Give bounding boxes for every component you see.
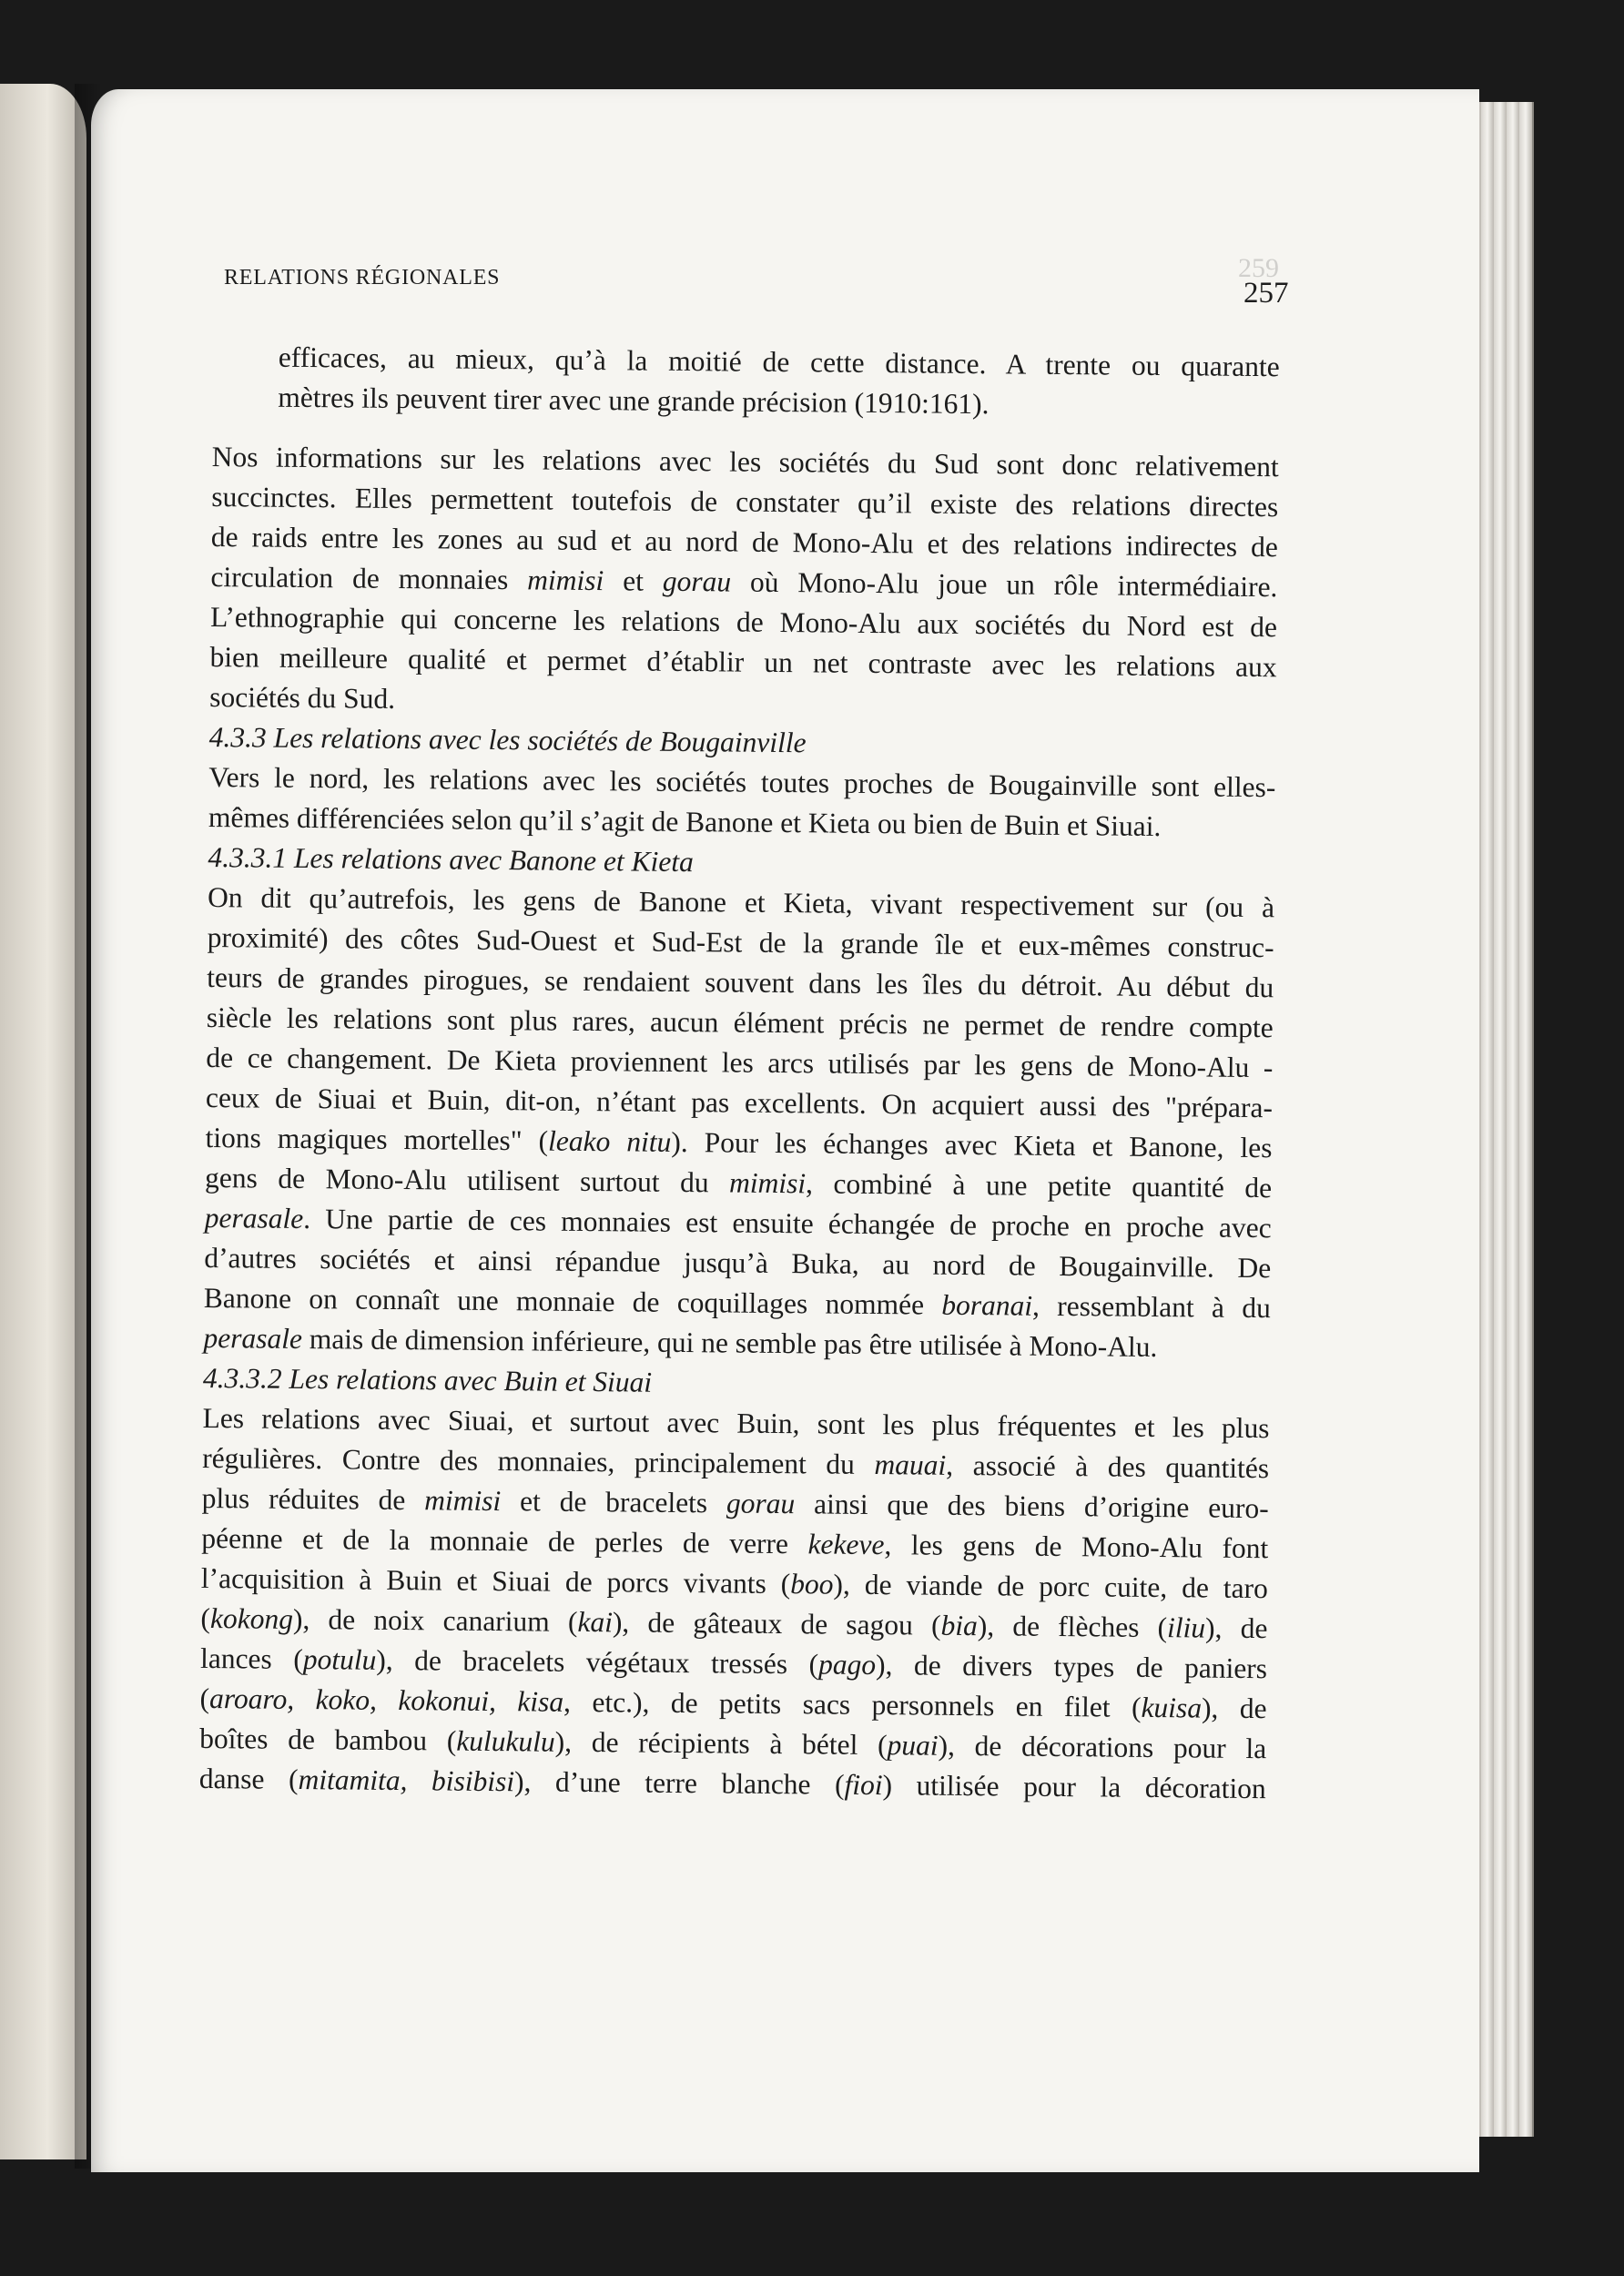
text-line: (kokong), de noix canarium (kai), de gâteaux de sagou (bia), de flèches (iliu), de bbox=[200, 1601, 1268, 1645]
text-line: mêmes différenciées selon qu’il s’agit de Banone et Kieta ou bien de Buin et Siuai. bbox=[208, 800, 1162, 843]
text-line: tions magiques mortelles" (leako nitu). Pour les échanges avec Kieta et Banone, les bbox=[205, 1121, 1273, 1164]
text-line: proximité) des côtes Sud-Ouest et Sud-Est de la grande île et eux-mêmes construc- bbox=[207, 920, 1274, 964]
text-line: teurs de grandes pirogues, se rendaient souvent dans les îles du détroit. Au début du bbox=[207, 960, 1274, 1004]
block-quote bbox=[212, 337, 1280, 427]
page-number: 257 bbox=[1243, 277, 1289, 310]
text-line: ceux de Siuai et Buin, dit-on, n’étant pas excellents. On acquiert aussi des "prépara- bbox=[205, 1081, 1274, 1124]
text-line: circulation de monnaies mimisi et gorau où Mono-Alu joue un rôle intermédiaire. bbox=[210, 560, 1278, 604]
text-line: bien meilleure qualité et permet d’établir un net contraste avec les relations aux bbox=[209, 640, 1277, 684]
text-line: Nos informations sur les relations avec les sociétés du Sud sont donc relativement bbox=[211, 440, 1279, 483]
text-line: Les relations avec Siuai, et surtout avec Buin, sont les plus fréquentes et les plus bbox=[202, 1401, 1270, 1445]
text-line: danse (mitamita, bisibisi), d’une terre blanche (fioi) utilisée pour la décoration bbox=[198, 1762, 1266, 1805]
text-line: siècle les relations sont plus rares, aucun élément précis ne permet de rendre compte bbox=[206, 1001, 1274, 1044]
text-line: L’ethnographie qui concerne les relations de Mono-Alu aux sociétés du Nord est de bbox=[209, 600, 1278, 644]
paragraph bbox=[203, 878, 1274, 1368]
text-line: Banone on connaît une monnaie de coquillages nommée boranai, ressemblant à du bbox=[203, 1281, 1271, 1325]
text-line: perasale mais de dimension inférieure, qui ne semble pas être utilisée à Mono-Alu. bbox=[203, 1321, 1158, 1364]
running-head: RELATIONS RÉGIONALES bbox=[224, 266, 501, 290]
paragraph bbox=[199, 1398, 1270, 1809]
text-line: lances (potulu), de bracelets végétaux tressés (pago), de divers types de paniers bbox=[199, 1641, 1268, 1685]
text-line: Vers le nord, les relations avec les sociétés toutes proches de Bougainville sont elles- bbox=[208, 760, 1276, 804]
text-line: On dit qu’autrefois, les gens de Banone et Kieta, vivant respectivement sur (ou à bbox=[207, 880, 1275, 924]
subsection-heading: 4.3.3.2 Les relations avec Buin et Siuai bbox=[202, 1361, 653, 1398]
body-text bbox=[199, 337, 1280, 1809]
text-line: plus réduites de mimisi et de bracelets gorau ainsi que des biens d’origine euro- bbox=[201, 1481, 1269, 1525]
text-line: régulières. Contre des monnaies, principalement du mauai, associé à des quantités bbox=[202, 1441, 1270, 1485]
text-line: péenne et de la monnaie de perles de verre kekeve, les gens de Mono-Alu font bbox=[201, 1521, 1269, 1565]
faded-page-number: 259 bbox=[1238, 253, 1279, 283]
text-line: de raids entre les zones au sud et au nord de Mono-Alu et des relations indirectes de bbox=[210, 520, 1279, 564]
facing-page-edge bbox=[0, 84, 86, 2159]
text-line: gens de Mono-Alu utilisent surtout du mimisi, combiné à une petite quantité de bbox=[204, 1161, 1273, 1204]
text-line: (aroaro, koko, kokonui, kisa, etc.), de petits sacs personnels en filet (kuisa), de bbox=[199, 1682, 1267, 1725]
paragraph bbox=[209, 437, 1279, 727]
quote-line: efficaces, au mieux, qu’à la moitié de cette distance. A trente ou quarante bbox=[278, 340, 1280, 383]
text-line: de ce changement. De Kieta proviennent les arcs utilisés par les gens de Mono-Alu - bbox=[206, 1041, 1274, 1084]
text-line: succinctes. Elles permettent toutefois de constater qu’il existe des relations directes bbox=[211, 480, 1279, 523]
quote-line: mètres ils peuvent tirer avec une grande précision (1910:161). bbox=[278, 381, 990, 421]
text-line: perasale. Une partie de ces monnaies est ensuite échangée de proche en proche avec bbox=[204, 1201, 1272, 1245]
text-line: d’autres sociétés et ainsi répandue jusqu’à Buka, au nord de Bougainville. De bbox=[204, 1241, 1272, 1285]
text-line: boîtes de bambou (kulukulu), de récipients à bétel (puai), de décorations pour la bbox=[199, 1722, 1267, 1765]
text-line: l’acquisition à Buin et Siuai de porcs vivants (boo), de viande de porc cuite, de taro bbox=[200, 1561, 1269, 1605]
subsection-heading: 4.3.3.1 Les relations avec Banone et Kieta bbox=[208, 840, 695, 879]
text-line: sociétés du Sud. bbox=[209, 680, 396, 715]
section-heading: 4.3.3 Les relations avec les sociétés de Bougainville bbox=[208, 720, 807, 759]
paragraph bbox=[208, 757, 1276, 848]
